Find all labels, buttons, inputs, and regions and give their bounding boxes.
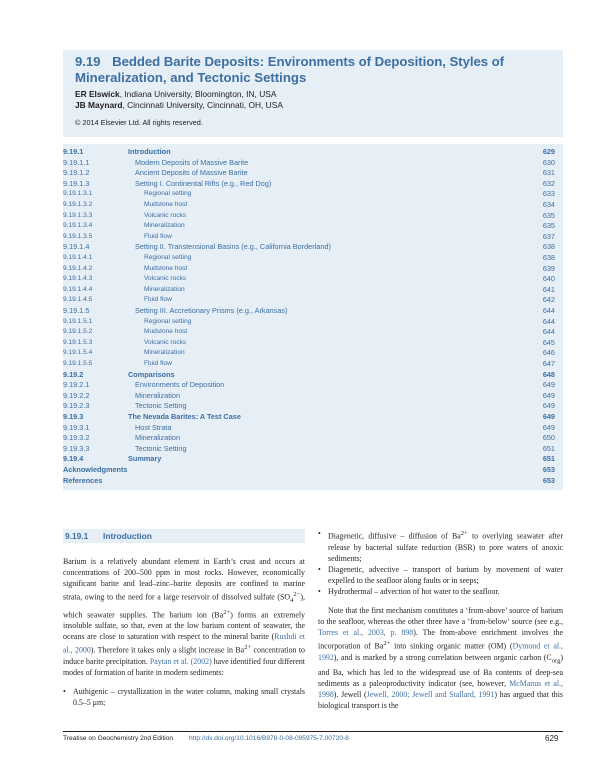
toc-entry[interactable] — [63, 465, 563, 476]
toc-entry-page: 634 — [542, 200, 555, 209]
toc-entry-title: Setting III. Accretionary Prisms (e.g., Arkansas) — [135, 306, 288, 315]
table-of-contents — [63, 144, 563, 490]
toc-entry[interactable] — [63, 433, 563, 444]
toc-entry-number: 9.19.1.4.4 — [63, 285, 93, 293]
toc-entry-number: 9.19.1.1 — [63, 157, 90, 167]
body-column-left — [63, 556, 305, 709]
footer-book-title: Treatise on Geochemistry 2nd Edition — [63, 735, 174, 742]
toc-entry[interactable] — [63, 338, 563, 349]
toc-entry-number: 9.19.2.1 — [63, 380, 90, 390]
toc-entry-page: 649 — [542, 422, 555, 432]
toc-entry-title: Summary — [128, 454, 162, 464]
toc-entry-page: 632 — [542, 178, 555, 188]
citation-link[interactable]: McManus et al., 1998 — [318, 678, 563, 700]
chapter-number: 9.19 — [75, 54, 101, 69]
toc-entry-number: 9.19.1.3.3 — [63, 211, 93, 219]
toc-entry-page: 644 — [542, 316, 555, 326]
toc-entry-title: Ancient Deposits of Massive Barite — [135, 168, 248, 178]
toc-entry-number: 9.19.1.4.5 — [63, 296, 93, 304]
toc-entry[interactable] — [63, 412, 563, 423]
toc-entry[interactable] — [63, 253, 563, 264]
citation-link[interactable]: Dymond et al., 1992 — [318, 642, 563, 663]
author-name: JB Maynard — [75, 100, 123, 110]
toc-entry-title: Setting II. Transtensional Basins (e.g., California Borderland) — [135, 242, 331, 252]
toc-entry-number: 9.19.1.4.3 — [63, 275, 93, 283]
toc-entry-number: 9.19.3.1 — [63, 422, 90, 432]
toc-entry-title: Volcanic rocks — [144, 275, 187, 283]
toc-entry-title: The Nevada Barites: A Test Case — [128, 412, 241, 421]
toc-entry[interactable] — [63, 200, 563, 211]
toc-entry-number: 9.19.1.5.5 — [63, 360, 93, 367]
paragraph: Note that the first mechanism constitutes a ‘from-above’ source of barium to the seafloor, whereas the other three have a ‘from-below’ source (see e.g., Torres et al., 2003, p. 898). The from-above enrichment involves the incorporation of $Ba^{2+}$ into sinking organic matter (OM) (Dymond et al., 1992), and is marked by a strong correlation between organic carbon $(C_{org})$ and Ba, which has led to the widespread use of Ba contents of deep-sea sediments as a paleoproductivity indicator (see, however, McManus et al., 1998). Jewell (Jewell, 2000; Jewell and Stallard, 1991) has argued that this biological transport is the — [318, 606, 564, 711]
toc-entry[interactable] — [63, 380, 563, 391]
toc-entry-page: 651 — [542, 454, 555, 464]
toc-entry-page: 630 — [542, 157, 555, 167]
citation-link[interactable]: Jewell, 2000; Jewell and Stallard, 1991 — [366, 690, 495, 700]
toc-entry-page: 648 — [542, 369, 555, 379]
toc-entry[interactable] — [63, 359, 563, 370]
toc-entry-title: Fluid flow — [144, 232, 172, 240]
author-affiliation: , Cincinnati University, Cincinnati, OH, USA — [122, 100, 283, 110]
toc-entry-title: Regional setting — [144, 254, 192, 261]
citation-link[interactable]: Torres et al., 2003, p. 898 — [318, 628, 414, 638]
toc-entry-page: 644 — [542, 327, 555, 337]
toc-entry-number: Acknowledgments — [63, 465, 128, 474]
toc-entry-title: Mineralization — [135, 390, 181, 400]
chapter-header — [63, 50, 563, 137]
author-1 — [75, 89, 276, 99]
toc-entry-title: Mineralization — [144, 222, 185, 230]
toc-entry[interactable] — [63, 295, 563, 306]
toc-entry-page: 639 — [542, 263, 555, 273]
toc-entry-number: 9.19.1.5.2 — [63, 328, 93, 336]
toc-entry-page: 641 — [542, 284, 555, 294]
toc-entry-number: 9.19.1.3.4 — [63, 222, 93, 230]
footer-doi-link[interactable]: http://dx.doi.org/10.1016/B978-0-08-095975-7.00720-8 — [189, 735, 349, 742]
chapter-title-line1: Bedded Barite Deposits: Environments of Deposition, Styles of — [112, 54, 504, 69]
toc-entry-number: 9.19.1.2 — [63, 168, 90, 178]
toc-entry-title: Introduction — [128, 147, 171, 156]
author-name: ER Elswick — [75, 89, 120, 99]
toc-entry[interactable] — [63, 423, 563, 434]
citation-link[interactable]: Rushdi et al., 2000 — [63, 632, 306, 656]
body-column-right — [318, 528, 563, 711]
toc-entry[interactable] — [63, 454, 563, 465]
toc-entry[interactable] — [63, 348, 563, 359]
toc-entry-page: 649 — [542, 390, 555, 400]
toc-entry-number: 9.19.1.3.5 — [63, 232, 93, 240]
citation-link[interactable]: Paytan et al. (2002) — [149, 657, 212, 667]
toc-entry-number: 9.19.3.2 — [63, 433, 90, 443]
list-item: • Diagenetic, advective – transport of barium by movement of water expelled to the seafloor along faults or in seeps; — [318, 564, 563, 586]
toc-entry-page: 649 — [542, 401, 555, 411]
toc-entry[interactable] — [63, 211, 563, 222]
author-2 — [75, 100, 283, 110]
author-affiliation: , Indiana University, Bloomington, IN, USA — [119, 89, 277, 99]
toc-entry-number: 9.19.1.4.2 — [63, 264, 93, 272]
toc-entry-page: 644 — [542, 306, 555, 315]
toc-entry-number: 9.19.1.3.2 — [63, 201, 93, 208]
toc-entry-number: 9.19.1.4 — [63, 242, 90, 252]
toc-entry-number: 9.19.1.4.1 — [63, 254, 93, 261]
chapter-title-line2: Mineralization, and Tectonic Settings — [75, 70, 307, 85]
toc-entry-title: Regional setting — [144, 317, 192, 325]
toc-entry-page: 649 — [542, 412, 555, 421]
toc-entry-page: 640 — [542, 274, 555, 284]
toc-entry-number: 9.19.1.3.1 — [63, 190, 93, 198]
toc-entry-title: Mudstone host — [144, 328, 188, 336]
toc-entry-title: Tectonic Setting — [135, 443, 187, 453]
chapter-title — [75, 54, 504, 69]
section-title: Introduction — [103, 531, 152, 541]
list-item: • Authigenic – crystallization in the water column, making small crystals 0.5–5 μm; — [63, 686, 305, 708]
toc-entry[interactable] — [63, 158, 563, 169]
toc-entry-number: 9.19.4 — [63, 454, 84, 464]
toc-entry[interactable] — [63, 168, 563, 179]
toc-entry-page: 638 — [542, 242, 555, 252]
toc-entry-page: 645 — [542, 337, 555, 347]
footer-page-number: 629 — [545, 734, 559, 743]
toc-entry-title: Fluid flow — [144, 360, 172, 367]
toc-entry-page: 635 — [542, 221, 555, 231]
toc-entry-number: References — [63, 475, 103, 485]
toc-entry[interactable] — [63, 391, 563, 402]
toc-entry[interactable] — [63, 232, 563, 243]
toc-entry-title: Volcanic rocks — [144, 211, 187, 219]
toc-entry-page: 646 — [542, 348, 555, 358]
toc-entry-number: 9.19.2.3 — [63, 401, 90, 411]
toc-entry-page: 629 — [542, 147, 555, 156]
toc-entry-page: 650 — [542, 433, 555, 443]
toc-entry[interactable] — [63, 327, 563, 338]
toc-entry[interactable] — [63, 476, 563, 487]
toc-entry-number: 9.19.1.5.1 — [63, 317, 93, 325]
toc-entry-page: 653 — [542, 475, 555, 485]
toc-entry-number: 9.19.1 — [63, 147, 84, 156]
toc-entry[interactable] — [63, 264, 563, 275]
toc-entry[interactable] — [63, 179, 563, 190]
toc-entry[interactable] — [63, 189, 563, 200]
toc-entry-title: Mineralization — [135, 433, 181, 443]
toc-entry[interactable] — [63, 242, 563, 253]
toc-entry-number: 9.19.3.3 — [63, 443, 90, 453]
toc-entry-title: Volcanic rocks — [144, 338, 187, 346]
section-heading — [63, 529, 305, 543]
toc-entry-title: Tectonic Setting — [135, 401, 187, 411]
toc-entry-title: Setting I. Continental Rifts (e.g., Red Dog) — [135, 178, 272, 188]
toc-entry-page: 642 — [542, 295, 555, 305]
toc-entry-page: 651 — [542, 443, 555, 453]
toc-entry-number: 9.19.1.5.3 — [63, 338, 93, 346]
toc-entry[interactable] — [63, 401, 563, 412]
toc-entry-page: 653 — [542, 465, 555, 474]
toc-entry-number: 9.19.3 — [63, 412, 84, 421]
toc-entry-title: Environments of Deposition — [135, 380, 225, 390]
toc-entry-number: 9.19.2 — [63, 369, 84, 379]
toc-entry[interactable] — [63, 444, 563, 455]
toc-entry-title: Modern Deposits of Massive Barite — [135, 157, 249, 167]
toc-entry-title: Mudstone host — [144, 264, 188, 272]
toc-entry-page: 647 — [542, 359, 555, 368]
toc-entry-page: 635 — [542, 210, 555, 220]
toc-entry-title: Comparisons — [128, 369, 175, 379]
list-item: • Diagenetic, diffusive – diffusion of $Ba^{2+}$ to overlying seawater after release by bacterial sulfate reduction (BSR) to pore waters of anoxic sediments; — [318, 528, 563, 564]
toc-entry-page: 631 — [542, 168, 555, 178]
toc-entry[interactable] — [63, 370, 563, 381]
section-number: 9.19.1 — [65, 531, 89, 541]
toc-entry-title: Host Strata — [135, 422, 172, 432]
toc-entry-page: 637 — [542, 231, 555, 241]
toc-entry-page: 649 — [542, 380, 555, 390]
toc-entry-number: 9.19.2.2 — [63, 390, 90, 400]
toc-entry-title: Regional setting — [144, 190, 192, 198]
toc-entry[interactable] — [63, 285, 563, 296]
paragraph: Barium is a relatively abundant element in Earth’s crust and occurs at concentrations of 200–500 ppm in most rocks. However, economically significant barite and lead–zinc–barite deposits are confined to marine strata, owing to the need for a large reservoir of dissolved sulfate $(SO_4^{2-})$, which seawater supplies. The barium ion $(Ba^{2+})$ forms an extremely insoluble sulfate, so that, even at the low barium content of seawater, the oceans are close to saturation with respect to the mineral barite (Rushdi et al., 2000). Therefore it takes only a slight increase in $Ba^{2+}$ concentration to induce barite precipitation. Paytan et al. (2002) have identified four different modes of formation of barite in modern sediments: — [63, 557, 306, 678]
toc-entry-page: 633 — [542, 189, 555, 199]
toc-entry[interactable] — [63, 221, 563, 232]
toc-entry-title: Fluid flow — [144, 296, 172, 304]
footer-divider — [63, 731, 563, 732]
toc-entry-title: Mudstone host — [144, 201, 188, 208]
toc-entry-number: 9.19.1.5 — [63, 306, 90, 315]
toc-entry-page: 638 — [542, 253, 555, 262]
toc-entry-title: Mineralization — [144, 285, 185, 293]
toc-entry-title: Mineralization — [144, 349, 185, 357]
toc-entry[interactable] — [63, 306, 563, 317]
toc-entry-number: 9.19.1.3 — [63, 178, 90, 188]
toc-entry[interactable] — [63, 317, 563, 328]
toc-entry[interactable] — [63, 147, 563, 158]
toc-entry-number: 9.19.1.5.4 — [63, 349, 93, 357]
copyright-notice: © 2014 Elsevier Ltd. All rights reserved. — [75, 118, 203, 127]
toc-entry[interactable] — [63, 274, 563, 285]
list-item: • Hydrothermal – advection of hot water to the seafloor. — [318, 586, 563, 597]
